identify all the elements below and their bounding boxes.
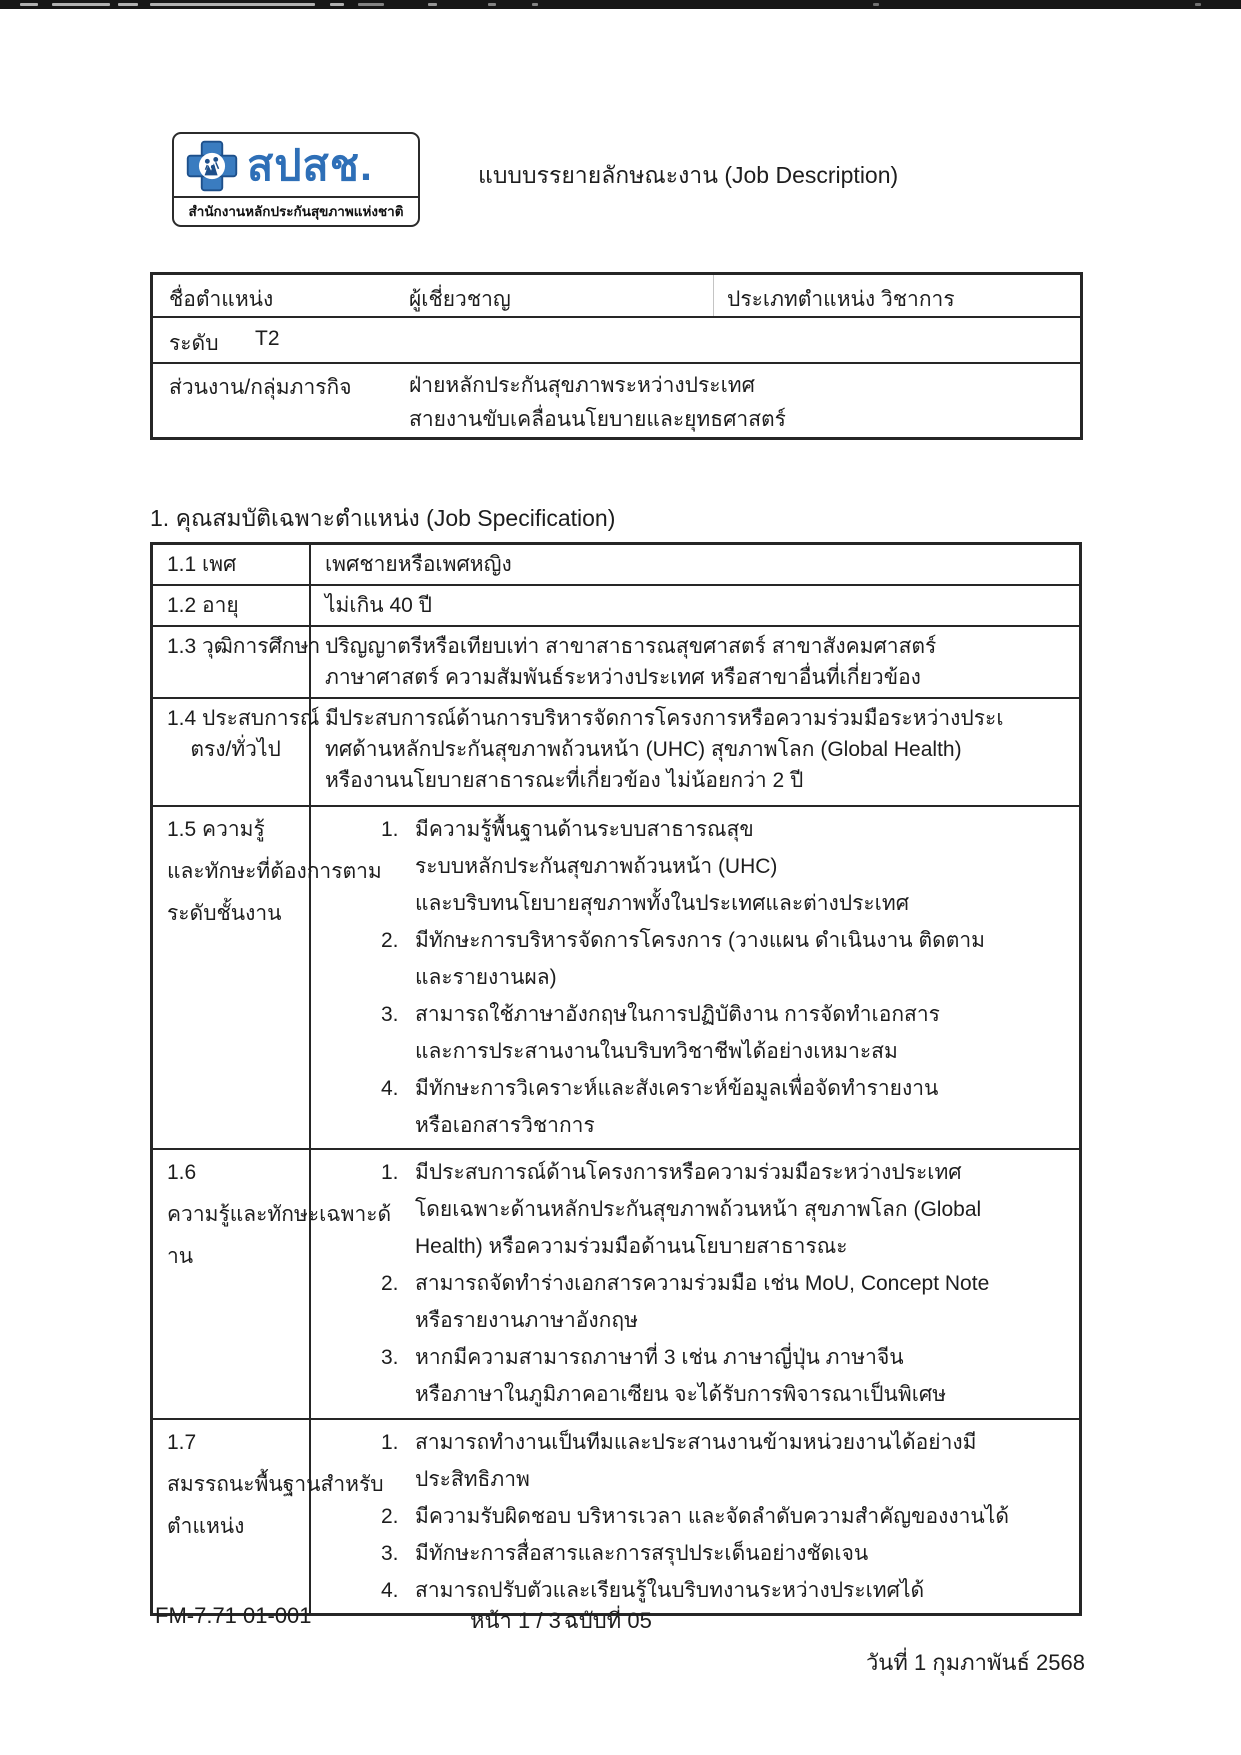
position-row-name (153, 275, 1080, 318)
spec-list-item (311, 1339, 1075, 1413)
level-label: ระดับ (169, 332, 219, 355)
spec-label-line: 1.3 วุฒิการศึกษา (167, 635, 321, 658)
spec-table-row (153, 545, 1079, 586)
spec-list-item (311, 1070, 1075, 1144)
spec-text-line: เพศชายหรือเพศหญิง (325, 553, 512, 576)
spec-list-item (311, 811, 1075, 922)
list-item-number: 3. (381, 1542, 399, 1565)
spec-table (150, 542, 1082, 1616)
spec-list-item (311, 1154, 1075, 1265)
list-item-text (415, 1498, 1075, 1535)
scan-artifact (330, 3, 344, 6)
level-value: T2 (255, 327, 280, 350)
spec-text-line: หรือเอกสารวิชาการ (415, 1114, 595, 1137)
spec-row-content (311, 627, 1079, 697)
scan-artifact (52, 3, 110, 6)
nhso-full-name: สำนักงานหลักประกันสุขภาพแห่งชาติ (174, 196, 418, 225)
spec-label-line: 1.2 อายุ (167, 594, 239, 617)
spec-row-label (153, 699, 320, 805)
spec-label-line: 1.4 ประสบการณ์ (167, 707, 320, 730)
spec-row-content (311, 699, 1079, 805)
scan-artifact (150, 3, 315, 6)
spec-row-label (153, 1150, 392, 1418)
position-name-value: ผู้เชี่ยวชาญ (409, 288, 511, 311)
spec-text-line: ทศด้านหลักประกันสุขภาพถ้วนหน้า (UHC) สุขภาพโลก (Global Health) (325, 738, 962, 761)
footer-date: วันที่ 1 กุมภาพันธ์ 2568 (865, 1650, 1085, 1675)
spec-row-content (311, 1420, 1079, 1613)
spec-list-item (311, 1265, 1075, 1339)
spec-label-line: ตำแหน่ง (167, 1515, 245, 1538)
list-item-text (415, 1535, 1075, 1572)
nhso-logo (172, 132, 420, 227)
footer-form-code: FM-7.71 01-001 (155, 1603, 312, 1628)
spec-text-line: หรืองานนโยบายสาธารณะที่เกี่ยวข้อง ไม่น้อยกว่า 2 ปี (325, 769, 804, 792)
scan-artifact-bar (0, 0, 1241, 9)
list-item-number: 1. (381, 1431, 399, 1454)
spec-list-item (311, 1424, 1075, 1498)
footer-page-info (470, 1603, 652, 1638)
spec-text-line: และการประสานงานในบริบทวิชาชีพได้อย่างเหมาะสม (415, 1040, 898, 1063)
nhso-logo-top (174, 134, 418, 196)
spec-text-line: สามารถใช้ภาษาอังกฤษในการปฏิบัติงาน การจัดทำเอกสาร (415, 1003, 940, 1026)
scan-artifact (358, 3, 384, 6)
list-item-number: 4. (381, 1077, 399, 1100)
spec-text-line: ไม่เกิน 40 ปี (325, 594, 433, 617)
scan-artifact (20, 3, 38, 6)
list-item-number: 3. (381, 1346, 399, 1369)
spec-row-content (311, 1150, 1079, 1418)
spec-table-row (153, 1150, 1079, 1420)
spec-row-content (311, 807, 1079, 1148)
page-title: แบบบรรยายลักษณะงาน (Job Description) (478, 162, 899, 188)
spec-row-label (153, 627, 321, 697)
spec-table-row (153, 586, 1079, 627)
spec-text-line: ปริญญาตรีหรือเทียบเท่า สาขาสาธารณสุขศาสตร์ สาขาสังคมศาสตร์ (325, 635, 937, 658)
unit-line2: สายงานขับเคลื่อนนโยบายและยุทธศาสตร์ (409, 408, 786, 431)
list-item-text (415, 1265, 1075, 1339)
spec-text-line: มีทักษะการสื่อสารและการสรุปประเด็นอย่างชัดเจน (415, 1542, 869, 1565)
spec-text-line: Health) หรือความร่วมมือด้านนโยบายสาธารณะ (415, 1235, 848, 1258)
scan-artifact (488, 3, 496, 6)
spec-label-line: 1.5 ความรู้ (167, 818, 265, 841)
spec-text-line: และบริบทนโยบายสุขภาพทั้งในประเทศและต่างประเทศ (415, 892, 910, 915)
scan-artifact (532, 3, 538, 6)
section1-heading: 1. คุณสมบัติเฉพาะตำแหน่ง (Job Specification) (150, 505, 616, 531)
spec-label-line: 1.7 (167, 1431, 197, 1454)
list-item-text (415, 996, 1075, 1070)
spec-label-line: 1.6 (167, 1161, 197, 1184)
spec-text-line: มีความรับผิดชอบ บริหารเวลา และจัดลำดับความสำคัญของงานได้ (415, 1505, 1009, 1528)
spec-table-body (153, 545, 1079, 1613)
scan-artifact (118, 3, 138, 6)
list-item-number: 2. (381, 1505, 399, 1528)
spec-table-row (153, 1420, 1079, 1613)
spec-text-line: มีทักษะการบริหารจัดการโครงการ (วางแผน ดำเนินงาน ติดตาม (415, 929, 986, 952)
spec-text-line: หากมีความสามารถภาษาที่ 3 เช่น ภาษาญี่ปุ่น ภาษาจีน (415, 1346, 904, 1369)
position-type-text: ประเภทตำแหน่ง วิชาการ (727, 288, 955, 311)
scan-artifact (1195, 3, 1201, 6)
spec-table-row (153, 807, 1079, 1150)
spec-text-line: และรายงานผล) (415, 966, 557, 989)
list-item-number: 4. (381, 1579, 399, 1602)
scan-artifact (873, 3, 879, 6)
unit-value (409, 369, 786, 437)
spec-text-line: สามารถทำงานเป็นทีมและประสานงานข้ามหน่วยงานได้อย่างมี (415, 1431, 977, 1454)
list-item-number: 1. (381, 1161, 399, 1184)
spec-text-line: สามารถจัดทำร่างเอกสารความร่วมมือ เช่น MoU, Concept Note (415, 1272, 990, 1295)
position-name-label: ชื่อตำแหน่ง (169, 288, 274, 311)
spec-text-line: มีประสบการณ์ด้านการบริหารจัดการโครงการหรือความร่วมมือระหว่างประเ (325, 707, 1004, 730)
footer-version: ฉบับที่ 05 (563, 1608, 652, 1633)
spec-row-label (153, 1420, 384, 1613)
position-row-level (153, 318, 1080, 364)
list-item-number: 1. (381, 818, 399, 841)
spec-text-line: มีประสบการณ์ด้านโครงการหรือความร่วมมือระหว่างประเทศ (415, 1161, 962, 1184)
spec-text-line: มีความรู้พื้นฐานด้านระบบสาธารณสุข (415, 818, 754, 841)
spec-label-line: ตรง/ทั่วไป (167, 738, 281, 761)
spec-text-line: ระบบหลักประกันสุขภาพถ้วนหน้า (UHC) (415, 855, 778, 878)
spec-text-line: ภาษาศาสตร์ ความสัมพันธ์ระหว่างประเทศ หรือสาขาอื่นที่เกี่ยวข้อง (325, 666, 921, 689)
spec-label-line: ความรู้และทักษะเฉพาะด้ (167, 1203, 392, 1226)
footer-page-number: หน้า 1 / 3 (470, 1608, 561, 1633)
spec-list-item (311, 996, 1075, 1070)
spec-row-label (153, 586, 311, 625)
spec-table-row (153, 699, 1079, 807)
spec-row-label (153, 807, 382, 1148)
list-item-number: 3. (381, 1003, 399, 1026)
spec-list-item (311, 1498, 1075, 1535)
list-item-number: 2. (381, 929, 399, 952)
scan-artifact (428, 3, 437, 6)
spec-list-item (311, 1572, 1075, 1609)
list-item-text (415, 1070, 1075, 1144)
spec-row-content (311, 586, 1079, 625)
column-divider (713, 275, 714, 316)
spec-list-item (311, 1535, 1075, 1572)
list-item-text (415, 1154, 1075, 1265)
position-row-unit (153, 364, 1080, 437)
list-item-text (415, 811, 1075, 922)
spec-text-line: หรือภาษาในภูมิภาคอาเซียน จะได้รับการพิจารณาเป็นพิเศษ (415, 1383, 947, 1406)
spec-table-row (153, 627, 1079, 699)
list-item-number: 2. (381, 1272, 399, 1295)
spec-label-line: สมรรถนะพื้นฐานสำหรับ (167, 1473, 384, 1496)
spec-text-line: สามารถปรับตัวและเรียนรู้ในบริบทงานระหว่างประเทศได้ (415, 1579, 925, 1602)
spec-row-label (153, 545, 311, 584)
list-item-text (415, 922, 1075, 996)
nhso-cross-icon (184, 138, 240, 194)
list-item-text (415, 1339, 1075, 1413)
unit-label: ส่วนงาน/กลุ่มภารกิจ (169, 376, 352, 399)
spec-text-line: ประสิทธิภาพ (415, 1468, 530, 1491)
position-table (150, 272, 1083, 440)
unit-line1: ฝ่ายหลักประกันสุขภาพระหว่างประเทศ (409, 374, 755, 397)
list-item-text (415, 1424, 1075, 1498)
spec-list-item (311, 922, 1075, 996)
nhso-abbreviation: สปสช. (247, 141, 373, 190)
spec-label-line: และทักษะที่ต้องการตาม (167, 860, 382, 883)
spec-label-line: าน (167, 1245, 194, 1268)
spec-row-content (311, 545, 1079, 584)
spec-text-line: หรือรายงานภาษาอังกฤษ (415, 1309, 638, 1332)
spec-label-line: ระดับชั้นงาน (167, 902, 282, 925)
spec-text-line: มีทักษะการวิเคราะห์และสังเคราะห์ข้อมูลเพื่อจัดทำรายงาน (415, 1077, 939, 1100)
spec-label-line: 1.1 เพศ (167, 553, 237, 576)
spec-text-line: โดยเฉพาะด้านหลักประกันสุขภาพถ้วนหน้า สุขภาพโลก (Global (415, 1198, 982, 1221)
